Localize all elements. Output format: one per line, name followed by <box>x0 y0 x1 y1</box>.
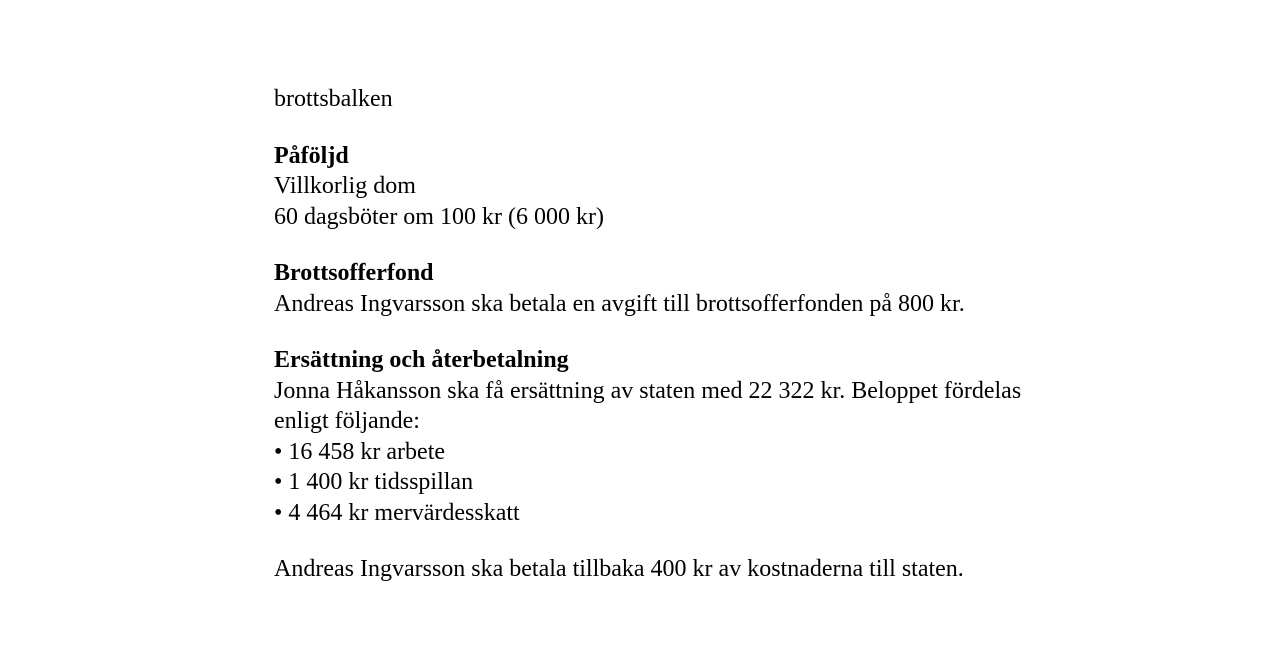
paragraph-gap <box>274 319 1174 345</box>
paragraph-gap <box>274 115 1174 141</box>
section-heading-ersattning: Ersättning och återbetalning <box>274 347 569 373</box>
section-heading-brottsofferfond: Brottsofferfond <box>274 260 434 286</box>
list-item: • 16 458 kr arbete <box>274 437 1174 468</box>
section-ersattning <box>274 345 1174 528</box>
intro-text: brottsbalken <box>274 86 393 112</box>
ersattning-list <box>274 437 1174 529</box>
brottsofferfond-text: Andreas Ingvarsson ska betala en avgift till brottsofferfonden på 800 kr. <box>274 290 965 317</box>
list-item: • 4 464 kr mervärdesskatt <box>274 498 1174 529</box>
section-heading-pafoljd: Påföljd <box>274 142 349 169</box>
ersattning-text: Jonna Håkansson ska få ersättning av staten med 22 322 kr. Beloppet fördelas <box>274 377 1022 404</box>
aterbetalning-text: Andreas Ingvarsson ska betala tillbaka 400 kr av kostnaderna till staten. <box>274 556 964 582</box>
list-item: • 1 400 kr tidsspillan <box>274 467 1174 498</box>
ersattning-text: enligt följande: <box>274 408 420 434</box>
section-pafoljd <box>274 141 1174 233</box>
section-brottsofferfond <box>274 258 1174 319</box>
document-body <box>274 84 1174 585</box>
paragraph-gap <box>274 232 1174 258</box>
pafoljd-line: Villkorlig dom <box>274 173 416 199</box>
paragraph-gap <box>274 528 1174 554</box>
pafoljd-line: 60 dagsböter om 100 kr (6 000 kr) <box>274 203 604 230</box>
